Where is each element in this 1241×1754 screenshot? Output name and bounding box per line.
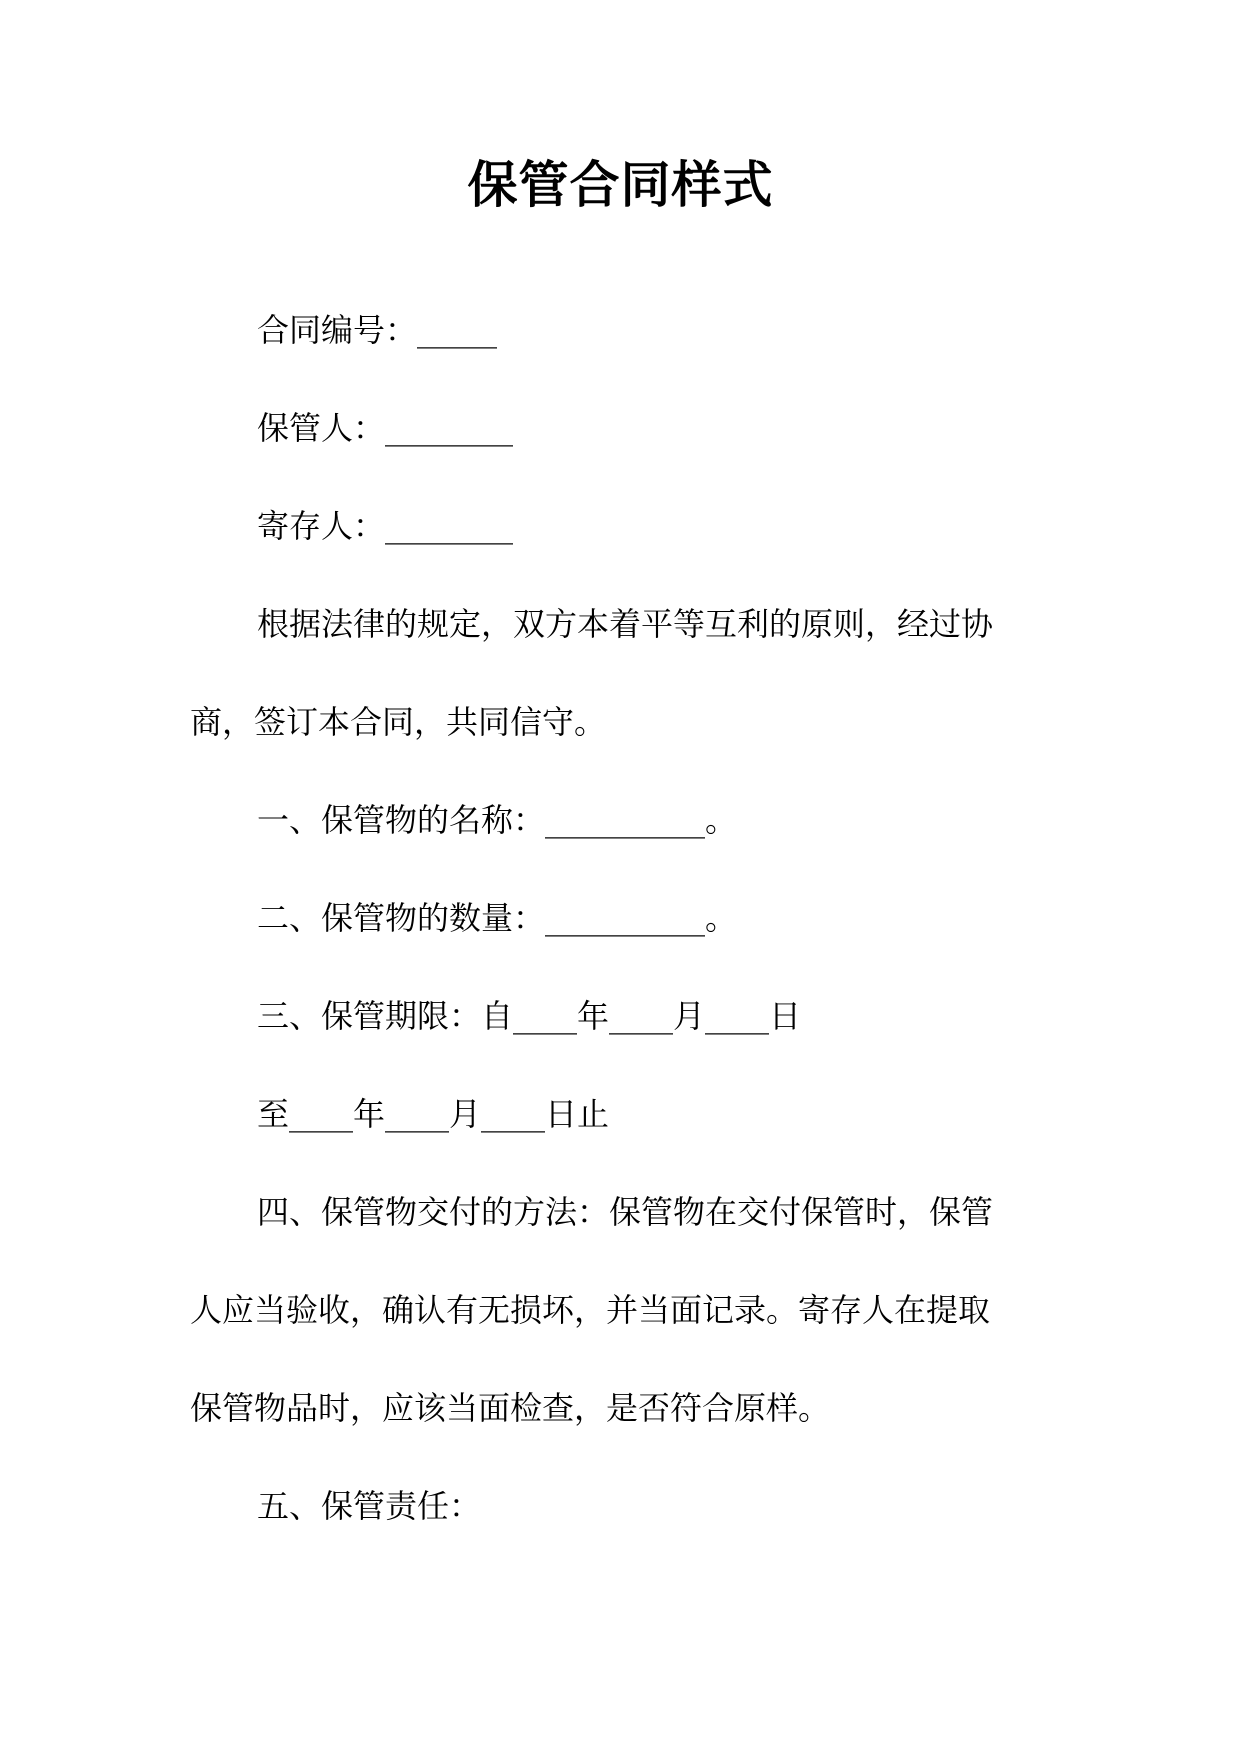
clause-5-heading: 五、保管责任：: [257, 1487, 482, 1525]
preamble-line-1: 根据法律的规定，双方本着平等互利的原则，经过协: [257, 605, 994, 643]
preamble-line-2: 商，签订本合同，共同信守。: [190, 703, 607, 741]
clause-2-item-quantity: 二、保管物的数量：__________。: [257, 899, 738, 937]
document-title: 保管合同样式: [467, 155, 774, 214]
clause-4-line-2: 人应当验收，确认有无损坏，并当面记录。寄存人在提取: [190, 1291, 991, 1329]
custodian-line: 保管人：________: [257, 409, 514, 447]
clause-1-item-name: 一、保管物的名称：__________。: [257, 801, 738, 839]
clause-4-line-1: 四、保管物交付的方法：保管物在交付保管时，保管: [257, 1193, 994, 1231]
contract-number-line: 合同编号：_____: [257, 311, 498, 349]
clause-4-line-3: 保管物品时，应该当面检查，是否符合原样。: [190, 1389, 831, 1427]
clause-3-term-end: 至____年____月____日止: [257, 1095, 610, 1133]
depositor-line: 寄存人：________: [257, 507, 514, 545]
clause-3-term-start: 三、保管期限：自____年____月____日: [257, 997, 802, 1035]
